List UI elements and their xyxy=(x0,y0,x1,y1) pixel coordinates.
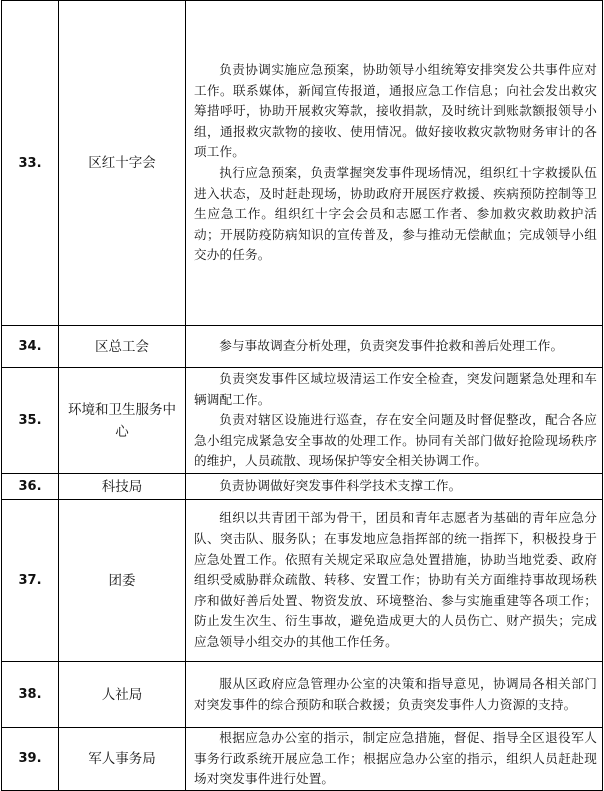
table-row xyxy=(2,1,603,326)
table-row xyxy=(2,728,603,791)
table-row xyxy=(2,368,603,474)
duty-description xyxy=(186,728,603,791)
responsibility-table xyxy=(1,0,603,791)
duty-paragraph: 根据应急办公室的指示，制定应急措施，督促、指导全区退役军人事务行政系统开展应急工作；根据应急办公室的指示，组织人员赶赴现场对突发事件进行处置。 xyxy=(194,730,597,787)
row-number: 38. xyxy=(2,662,59,728)
duty-description xyxy=(186,368,603,474)
duty-paragraph: 负责协调做好突发事件科学技术支撑工作。 xyxy=(219,478,462,494)
department-name: 团委 xyxy=(59,500,186,662)
department-name: 人社局 xyxy=(59,662,186,728)
duty-description xyxy=(186,662,603,728)
row-number: 34. xyxy=(2,326,59,368)
duty-description xyxy=(186,326,603,368)
duty-paragraph: 参与事故调查分析处理，负责突发事件抢救和善后处理工作。 xyxy=(219,338,564,354)
department-name: 区红十字会 xyxy=(59,1,186,326)
duty-description xyxy=(186,500,603,662)
row-number: 33. xyxy=(2,1,59,326)
table-row xyxy=(2,326,603,368)
department-name: 科技局 xyxy=(59,474,186,500)
row-number: 37. xyxy=(2,500,59,662)
department-name: 军人事务局 xyxy=(59,728,186,791)
duty-paragraph: 执行应急预案，负责掌握突发事件现场情况，组织红十字救援队伍进入状态，及时赶赴现场，协助政府开展医疗救援、疾病预防控制等卫生应急工作。组织红十字会会员和志愿工作者、参加救灾救助救护活动；开展防疫防病知识的宣传普及，参与推动无偿献血；完成领导小组交办的任务。 xyxy=(194,165,597,263)
row-number: 36. xyxy=(2,474,59,500)
row-number: 35. xyxy=(2,368,59,474)
duty-paragraph: 负责突发事件区域垃圾清运工作安全检查，突发问题紧急处理和车辆调配工作。 xyxy=(194,371,597,407)
department-name: 区总工会 xyxy=(59,326,186,368)
duty-paragraph: 服从区政府应急管理办公室的决策和指导意见，协调局各相关部门对突发事件的综合预防和联合救援；负责突发事件人力资源的支持。 xyxy=(194,675,597,712)
duty-description xyxy=(186,1,603,326)
row-number: 39. xyxy=(2,728,59,791)
duty-paragraph: 负责协调实施应急预案，协助领导小组统筹安排突发公共事件应对工作。联系媒体，新闻宣传报道，通报应急工作信息；向社会发出救灾筹措呼吁，协助开展救灾筹款，接收捐款，及时统计到账款额报领导小组，通报救灾款物的接收、使用情况。做好接收救灾款物财务审计的各项工作。 xyxy=(194,62,597,160)
duty-paragraph: 负责对辖区设施进行巡查，存在安全问题及时督促整改，配合各应急小组完成紧急安全事故的处理工作。协同有关部门做好抢险现场秩序的维护，人员疏散、现场保护等安全相关协调工作。 xyxy=(194,412,597,469)
table-row xyxy=(2,662,603,728)
table-row xyxy=(2,474,603,500)
duty-description xyxy=(186,474,603,500)
department-name: 环境和卫生服务中心 xyxy=(59,368,186,474)
duty-paragraph: 组织以共青团干部为骨干，团员和青年志愿者为基础的青年应急分队、突击队、服务队；在事发地应急指挥部的统一指挥下，积极投身于应急处置工作。依照有关规定采取应急处置措施，协助当地党委、政府组织受威胁群众疏散、转移、安置工作；协助有关方面维持事故现场秩序和做好善后处置、物资发放、环境整治、参与实施重建等各项工作；防止发生次生、衍生事故，避免造成更大的人员伤亡、财产损失；完成应急领导小组交办的其他工作任务。 xyxy=(194,510,597,649)
table-row xyxy=(2,500,603,662)
